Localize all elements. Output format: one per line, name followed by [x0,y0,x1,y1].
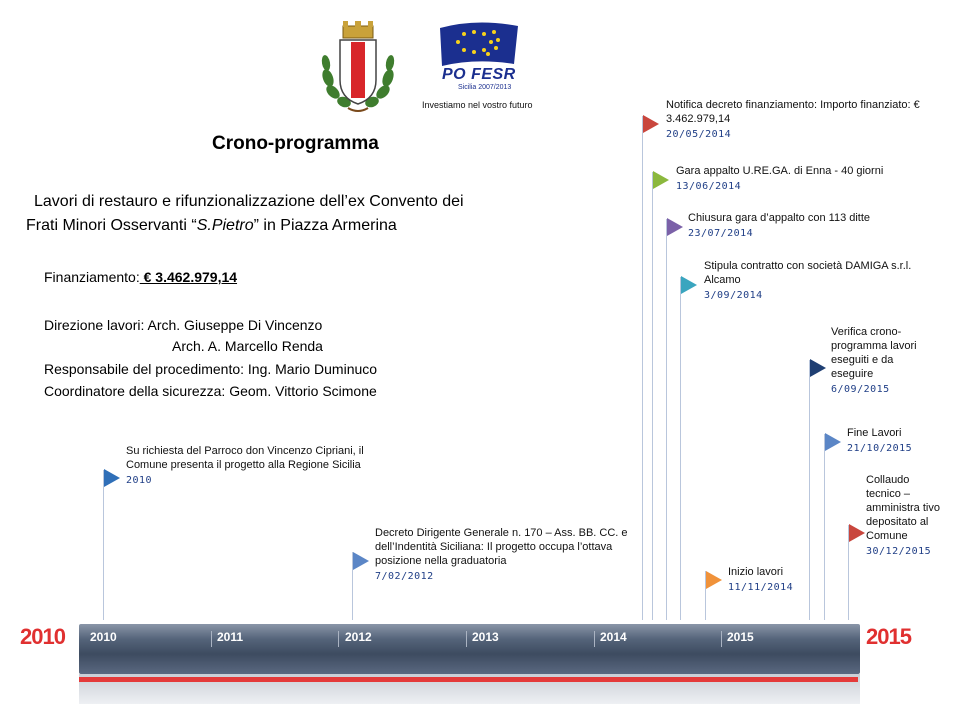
event-contract-2014: Stipula contratto con società DAMIGA s.r.l. Alcamo 3/09/2014 [704,260,912,301]
timeline-end-year: 2015 [866,624,911,649]
event-tender-2014: Gara appalto U.RE.GA. di Enna - 40 giorni 13/06/2014 [676,165,884,192]
timeline-start-year: 2010 [20,624,65,649]
year-separator [721,631,722,647]
flag-icon [653,171,669,189]
financing-label: Finanziamento: [44,269,140,285]
safety-coordinator: Coordinatore della sicurezza: Geom. Vittorio Scimone [44,383,377,399]
event-check-2015: Verifica crono-programma lavori eseguiti e da eseguire 6/09/2015 [831,326,917,395]
flag-icon [681,276,697,294]
event-decree-2012: Decreto Dirigente Generale n. 170 – Ass. BB. CC. e dell’Indentità Siciliana: Il progetto occupa l’ottava posizione nella graduatoria 7/02/2012 [375,527,628,582]
procedure-manager: Responsabile del procedimento: Ing. Mario Duminuco [44,361,378,377]
year-separator [594,631,595,647]
event-line [824,434,825,620]
po-fesr-period: Sicilia 2007/2013 [458,84,512,91]
event-notification-2014: Notifica decreto finanziamento: Importo finanziato: € 3.462.979,14 20/05/2014 [666,99,920,140]
flag-icon [706,571,722,589]
works-director: Direzione lavori: Arch. Giuseppe Di Vincenzo [44,317,323,333]
flag-icon [643,115,659,133]
event-tender-close-2014: Chiusura gara d’appalto con 113 ditte 23/07/2014 [688,212,871,239]
flag-icon [810,359,826,377]
flag-icon [849,524,865,542]
page-title: Crono-programma [212,133,379,154]
timeline-red-line [79,677,858,682]
event-line [103,470,104,620]
event-testing-2015: Collaudo tecnico – amministra tivo depositato al Comune 30/12/2015 [866,474,940,557]
slogan: Investiamo nel vostro futuro [422,100,533,110]
year-label: 2013 [472,630,499,644]
flag-icon [825,433,841,451]
year-label: 2012 [345,630,372,644]
event-proposal-2010: Su richiesta del Parroco don Vincenzo Cipriani, il Comune presenta il progetto alla Regione Sicilia 2010 [126,445,364,486]
comune-crest-logo [318,18,398,118]
year-label: 2014 [600,630,627,644]
year-separator [338,631,339,647]
flag-icon [104,469,120,487]
financing [44,269,237,285]
subtitle-line-2: Frati Minori Osservanti “S.Pietro” in Piazza Armerina [26,217,397,234]
po-fesr-text: PO FESR [442,66,516,83]
event-work-end-2015: Fine Lavori 21/10/2015 [847,427,913,454]
project-subtitle [26,190,586,238]
event-line [680,277,681,620]
event-line [652,172,653,620]
year-separator [466,631,467,647]
year-label: 2010 [90,630,117,644]
flag-icon [667,218,683,236]
po-fesr-eu-flag-logo [436,20,526,70]
year-label: 2011 [217,630,244,644]
financing-value: € 3.462.979,14 [139,269,238,285]
event-work-start-2014: Inizio lavori 11/11/2014 [728,566,794,593]
works-director-2: Arch. A. Marcello Renda [172,338,323,354]
event-line [666,219,667,620]
flag-icon [353,552,369,570]
year-label: 2015 [727,630,754,644]
year-separator [211,631,212,647]
subtitle-line-1: Lavori di restauro e rifunzionalizzazione dell’ex Convento dei [34,193,464,210]
